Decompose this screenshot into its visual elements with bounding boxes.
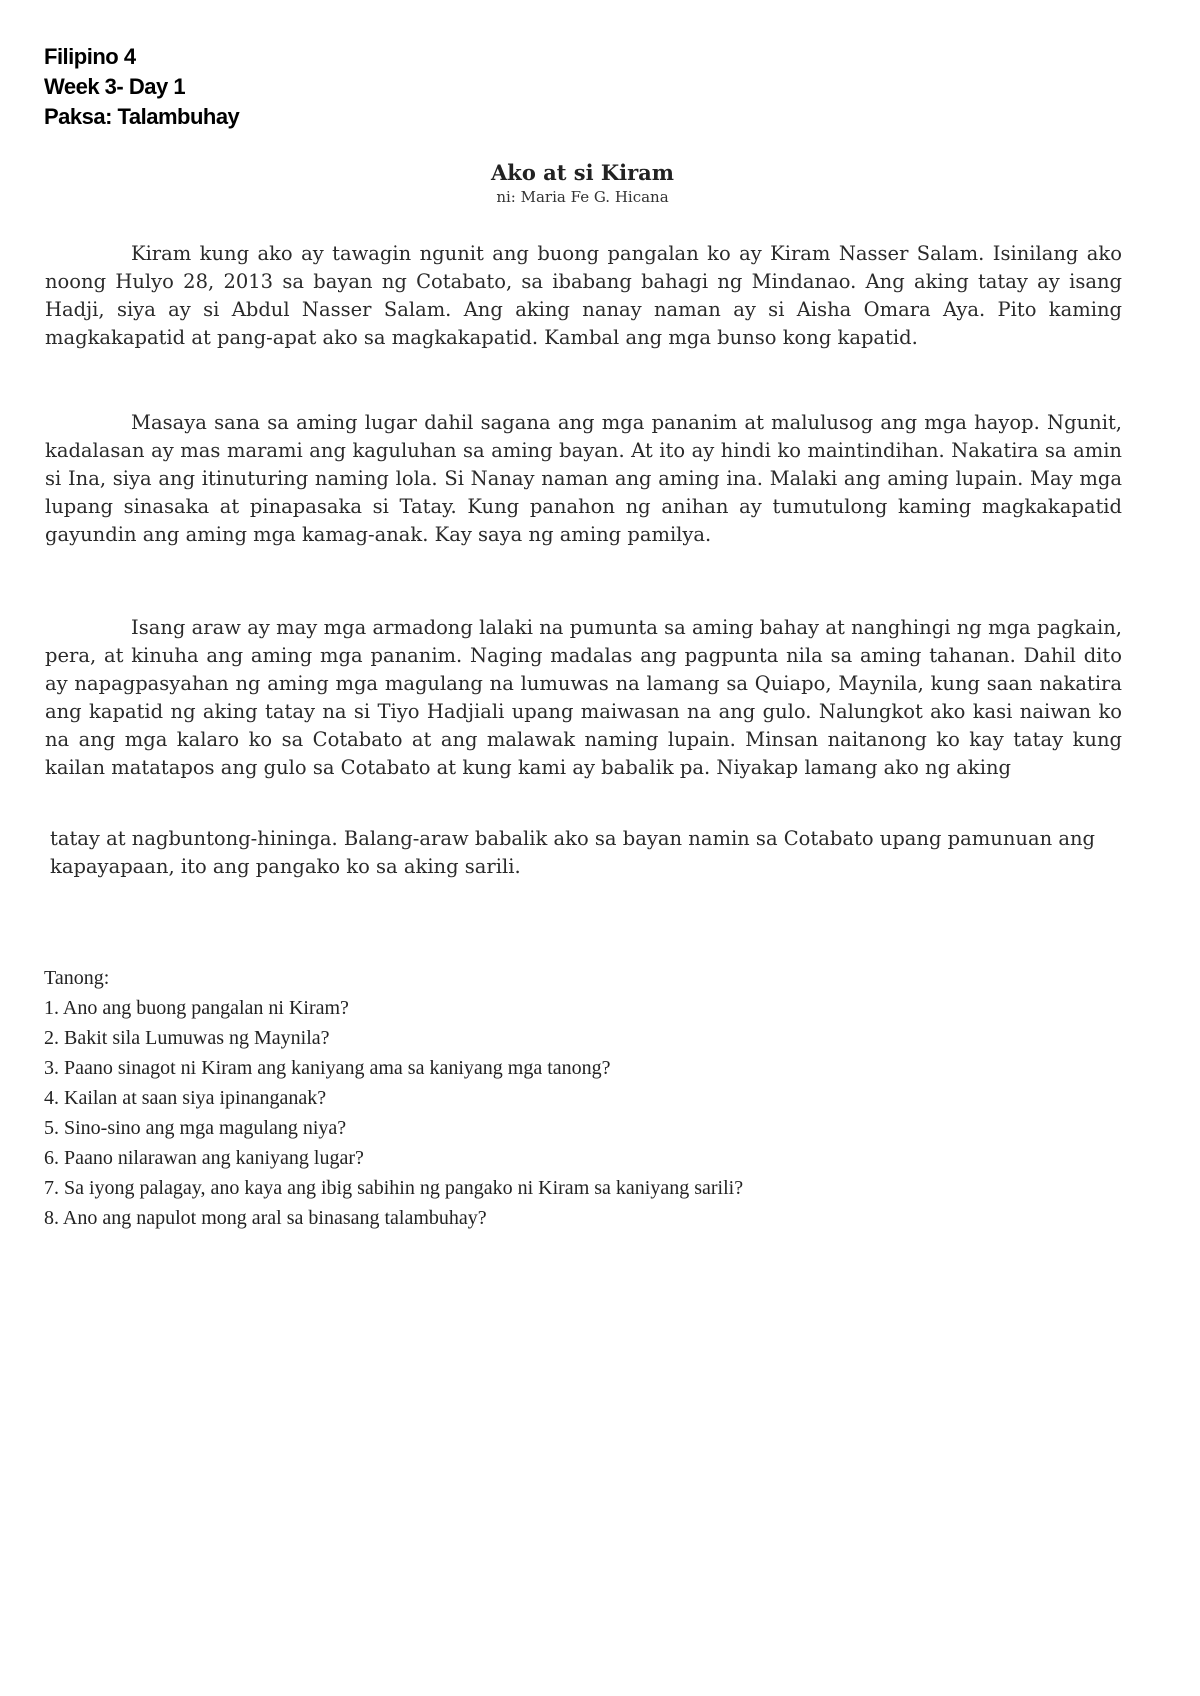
question-item: 6. Paano nilarawan ang kaniyang lugar? <box>44 1147 364 1169</box>
story-paragraph-2 <box>45 409 1122 549</box>
topic-label: Paksa: Talambuhay <box>44 104 240 129</box>
question-item: 5. Sino-sino ang mga magulang niya? <box>44 1117 347 1139</box>
story-title: Ako at si Kiram <box>490 160 674 185</box>
paragraph-text: Kiram kung ako ay tawagin ngunit ang buong pangalan ko ay Kiram Nasser Salam. Isinilang ako noong Hulyo 28, 2013 sa bayan ng Cotabato, sa ibabang bahagi ng Mindanao. Ang aking tatay ay isang Hadji, siya ay si Abdul Nasser Salam. Ang aking nanay naman ay si Aisha Omara Aya. Pito kaming magkakapatid at pang-apat ako sa magkakapatid. Kambal ang mga bunso kong kapatid. <box>45 242 1122 349</box>
paragraph-text: Isang araw ay may mga armadong lalaki na pumunta sa aming bahay at nanghingi ng mga pagkain, pera, at kinuha ang aming mga pananim. Naging madalas ang pagpunta nila sa aming tahanan. Dahil dito ay napagpasyahan ng aming mga magulang na lumuwas na lamang sa Quiapo, Maynila, kung saan nakatira ang kapatid ng aking tatay na si Tiyo Hadjiali upang maiwasan na ang gulo. Nalungkot ako kasi naiwan ko na ang mga kalaro ko sa Cotabato at ang malawak naming lupain. Minsan naitanong ko kay tatay kung kailan matatapos ang gulo sa Cotabato at kung kami ay babalik pa. Niyakap lamang ako ng aking <box>45 616 1122 779</box>
story-paragraph-1 <box>45 240 1122 352</box>
week-label: Week 3- Day 1 <box>44 74 186 99</box>
worksheet-header <box>44 42 239 132</box>
questions-section <box>44 963 743 1233</box>
question-item: 8. Ano ang napulot mong aral sa binasang talambuhay? <box>44 1207 487 1229</box>
subject-label: Filipino 4 <box>44 44 136 69</box>
paragraph-text: tatay at nagbuntong-hininga. Balang-araw babalik ako sa bayan namin sa Cotabato upang pamunuan ang kapayapaan, ito ang pangako ko sa aking sarili. <box>50 827 1096 878</box>
paragraph-text: Masaya sana sa aming lugar dahil sagana ang mga pananim at malulusog ang mga hayop. Ngunit, kadalasan ay mas marami ang kaguluhan sa aming bayan. At ito ay hindi ko maintindihan. Nakatira sa amin si Ina, siya ang itinuturing naming lola. Si Nanay naman ang aming ina. Malaki ang aming lupain. May mga lupang sinasaka at pinapasaka si Tatay. Kung panahon ng anihan ay tumutulong kaming magkakapatid gayundin ang aming mga kamag-anak. Kay saya ng aming pamilya. <box>45 411 1122 546</box>
story-author: ni: Maria Fe G. Hicana <box>496 188 669 206</box>
story-paragraph-3 <box>45 614 1122 782</box>
story-paragraph-3-continued <box>50 825 1115 881</box>
question-item: 1. Ano ang buong pangalan ni Kiram? <box>44 997 349 1019</box>
question-item: 3. Paano sinagot ni Kiram ang kaniyang ama sa kaniyang mga tanong? <box>44 1057 611 1079</box>
questions-heading: Tanong: <box>44 967 110 989</box>
question-item: 7. Sa iyong palagay, ano kaya ang ibig sabihin ng pangako ni Kiram sa kaniyang sarili? <box>44 1177 744 1199</box>
question-item: 4. Kailan at saan siya ipinanganak? <box>44 1087 327 1109</box>
question-item: 2. Bakit sila Lumuwas ng Maynila? <box>44 1027 330 1049</box>
